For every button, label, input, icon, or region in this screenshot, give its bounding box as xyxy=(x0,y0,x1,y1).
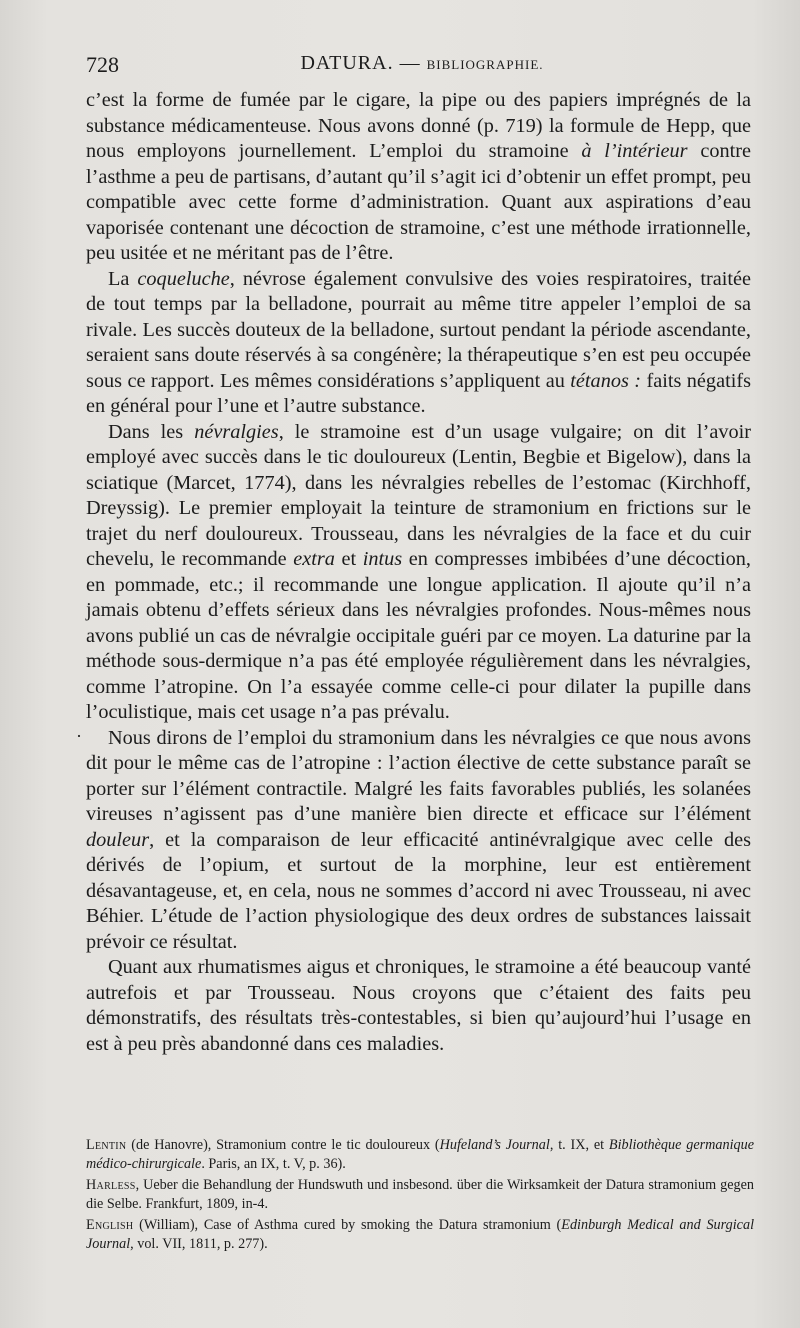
page-number: 728 xyxy=(86,52,119,77)
running-head xyxy=(86,52,758,75)
italic-text: à l’intérieur xyxy=(581,140,688,162)
text-run: c’est la forme de fumée par le cigare, la pipe ou des papiers imprégnés de la substance médicamenteuse. Nous avons donné (p. 719) la formule de Hepp, que nous employons journellement. L’emploi du stramoine xyxy=(86,89,751,162)
text-run: , et la comparaison de leur efficacité antinévralgique avec celle des dérivés de l’opium, et surtout de la morphine, leur est entièrement désavantageuse, et, en cela, nous ne sommes d’accord ni avec Trousseau, ni avec Béhier. L’étude de l’action physiologique des deux ordres de substances laissait prévoir ce résultat. xyxy=(86,828,751,953)
text-run: La xyxy=(108,267,138,290)
italic-text: Bibliothèque germanique médico-chirurgicale xyxy=(86,1137,754,1172)
entry-author: Lentin xyxy=(86,1137,127,1153)
text-run: en compresses imbibées d’une décoction, en pommade, etc.; il recommande une longue application. Il ajoute qu’il n’a jamais obtenu d’effets sérieux dans les névralgies profondes. Nous-mêmes nous avons publié un cas de névralgie occipitale guéri par ce moyen. La daturine par la méthode sous-dermique n’a pas été employée régulièrement dans les névralgies, comme l’atropine. On l’a essayée comme celle-ci pour dilater la pupille dans l’oculistique, mais cet usage n’a pas prévalu. xyxy=(86,548,752,723)
text-run: , névrose également convulsive des voies respiratoires, traitée de tout temps par la belladone, pourrait au même titre appeler l’emploi de sa rivale. Les succès douteux de la belladone, surtout pendant la période ascendante, seraient sans doute réservés à sa congénère; la thérapeutique s’en est peu occupée sous ce rapport. Les mêmes considérations s’appliquent au xyxy=(86,267,751,392)
paragraph-2 xyxy=(86,267,751,420)
italic-text: névralgies xyxy=(194,420,279,443)
italic-text: coqueluche xyxy=(137,267,230,290)
entry-author: Harless xyxy=(86,1177,136,1193)
running-head-dash: — xyxy=(399,52,421,74)
text-run: , Ueber die Behandlung der Hundswuth und insbesond. über die Wirksamkeit der Datura stramonium gegen die Selbe. Frankfurt, 1809, in-4. xyxy=(86,1177,754,1212)
entry-author: English xyxy=(86,1217,134,1233)
page-header xyxy=(86,52,758,82)
text-run: , t. IX, et xyxy=(549,1137,609,1153)
text-run: , vol. VII, 1811, p. 277). xyxy=(130,1235,268,1252)
text-run: Nous dirons de l’emploi du stramonium dans les névralgies ce que nous avons dit pour le même cas de l’atropine : l’action élective de cette substance paraît se porter sur l’élément contractile. Malgré les faits favorables publiés, les solanées vireuses n’agissent pas d’une manière bien directe et efficace sur l’élément xyxy=(86,726,751,825)
italic-text: Hufeland’s Journal xyxy=(439,1137,550,1153)
text-run: faits négatifs en général pour l’une et l’autre substance. xyxy=(86,369,751,417)
text-run: et xyxy=(334,548,363,570)
main-text xyxy=(86,88,751,1057)
bibliography-notes xyxy=(86,1136,754,1256)
italic-text: extra xyxy=(293,548,335,570)
italic-text: tétanos : xyxy=(570,369,642,392)
paragraph-4 xyxy=(86,726,751,956)
margin-mark: · xyxy=(76,726,82,746)
bibliography-entry-harless xyxy=(86,1176,754,1213)
paragraph-3 xyxy=(86,420,751,726)
italic-text: intus xyxy=(362,548,403,570)
bibliography-entry-lentin xyxy=(86,1136,754,1173)
italic-text: Edinburgh Medical and Surgical Journal xyxy=(86,1217,755,1252)
bibliography-entry-english xyxy=(86,1216,754,1253)
text-run: (William), Case of Asthma cured by smoking the Datura stramonium ( xyxy=(133,1217,562,1233)
text-run: . Paris, an IX, t. V, p. 36). xyxy=(201,1155,346,1172)
italic-text: douleur xyxy=(86,828,150,851)
paragraph-1 xyxy=(86,88,751,267)
paragraph-5: Quant aux rhumatismes aigus et chroniques, le stramoine a été beaucoup vanté autrefois et par Trousseau. Nous croyons que c’étaient des faits peu démonstratifs, des résultats très-contestables, si bien qu’aujourd’hui l’usage en est à peu près abandonné dans ces maladies. xyxy=(86,956,751,1055)
text-run: contre l’asthme a peu de partisans, d’autant qu’il s’agit ici d’obtenir un effet prompt, peu compatible avec cette forme d’administration. Quant aux aspirations d’eau vaporisée contenant une décoction de stramoine, c’est une méthode irrationnelle, peu usitée et ne méritant pas de l’être. xyxy=(86,140,751,264)
running-head-title: DATURA. xyxy=(300,52,394,74)
running-head-section: BIBLIOGRAPHIE. xyxy=(426,57,544,72)
text-run: Dans les xyxy=(108,420,195,443)
text-run: , le stramoine est d’un usage vulgaire; on dit l’avoir employé avec succès dans le tic douloureux (Lentin, Begbie et Bigelow), dans la sciatique (Marcet, 1774), dans les névralgies rebelles de l’estomac (Kirchhoff, Dreyssig). Le premier employait la teinture de stramonium en frictions sur le trajet du nerf douloureux. Trousseau, dans les névralgies de la face et du cuir chevelu, le recommande xyxy=(86,420,751,570)
text-run: (de Hanovre), Stramonium contre le tic douloureux ( xyxy=(126,1137,440,1153)
